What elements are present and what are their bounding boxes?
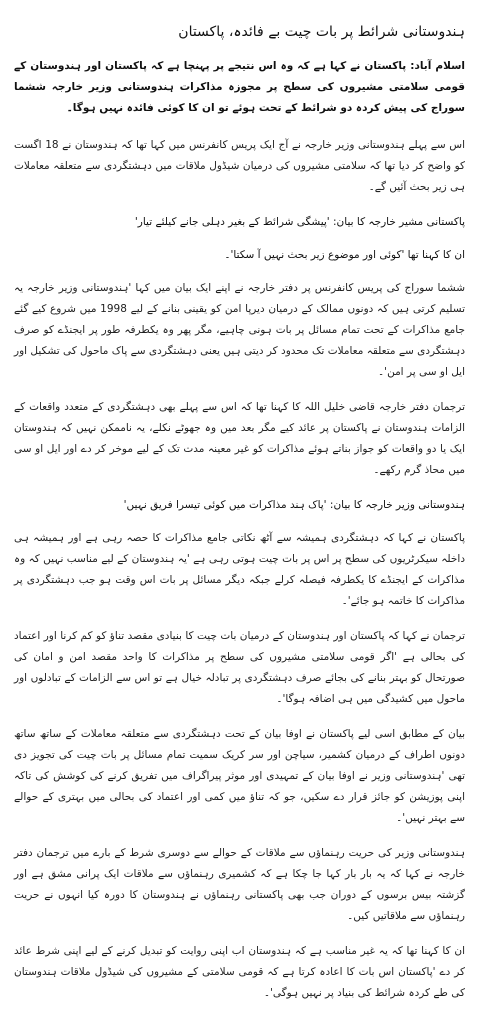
article-paragraph: ترجمان نے کہا کہ پاکستان اور ہندوستان کے درمیان بات چیت کا بنیادی مقصد تناؤ کو کم کرنا اور اعتماد کی بحالی ہے 'اگر قومی سلامتی مشیروں کی سطح پر مذاکرات کا واحد مقصد امن و امان کی صورتحال کو بہتر بنانے کی بجائے صرف دہشتگردی پر تبادلہ خیال ہے تو اس سے الزامات کے تبادلوں اور ماحول میں کشیدگی میں ہی اضافہ ہوگا'۔ [14,630,465,705]
article-lead-paragraph: اسلام آباد: پاکستان نے کہا ہے کہ وہ اس نتیجے پر پہنچا ہے کہ پاکستان اور ہندوستان کے قومی سلامتی مشیروں کی سطح پر مجوزہ مذاکرات ہندوستانی وزیر خارجہ ششما سوراج کی پیش کردہ دو شرائط کے تحت ہوئے تو ان کا کوئی فائدہ نہیں ہوگا۔ [14,60,465,114]
article-headline: ہندوستانی شرائط پر بات چیت بے فائدہ، پاکستان [178,24,465,40]
article-paragraph: ترجمان دفتر خارجہ قاضی خلیل اللہ کا کہنا تھا کہ اس سے پہلے بھی دہشتگردی کے متعدد واقعات کے الزامات ہندوستان نے پاکستان پر عائد کیے مگر بعد میں وہ جھوٹے نکلے، یہ ناممکن نہیں کہ ہندوستان ایک یا دو واقعات کو جواز بناتے ہوئے مذاکرات کو غیر معینہ مدت تک کے لیے موخر کر دے اور ایل او سی میں محاذ گرم رکھے۔ [14,401,465,476]
article-subheading: ہندوستانی وزیر خارجہ کا بیان: 'پاک ہند مذاکرات میں کوئی تیسرا فریق نہیں' [123,499,465,511]
article-paragraph: ہندوستانی وزیر کی حریت رہنماؤں سے ملاقات کے حوالے سے دوسری شرط کے بارے میں ترجمان دفتر خارجہ نے کہا کہ یہ بار بار کہا جا چکا ہے کہ کشمیری رہنماؤں سے ملاقات ایک پرانی مشق ہے اور گزشتہ بیس برسوں کے دوران جب بھی پاکستانی رہنماؤں نے ہندوستان کا دورہ کیا انہوں نے حریت رہنماؤں سے ملاقاتیں کیں۔ [14,847,465,922]
article-paragraph: پاکستان نے کہا کہ دہشتگردی ہمیشہ سے آٹھ نکاتی جامع مذاکرات کا حصہ رہی ہے اور ہمیشہ ہی داخلہ سیکرٹریوں کی سطح پر اس پر بات چیت ہوتی رہی ہے 'یہ ہندوستان کے لیے مناسب نہیں کہ وہ مذاکرات کے ایجنڈے کا یکطرفہ فیصلہ کرلے جبکہ دیگر مسائل پر بات اس وقت ہو جب دہشتگردی پر مذاکرات کا خاتمہ ہو جائے'۔ [14,532,465,607]
article-paragraph: ان کا کہنا تھا کہ یہ غیر مناسب ہے کہ ہندوستان اب اپنی روایت کو تبدیل کرنے کے لیے اپنی شرط عائد کر دے 'پاکستان اس بات کا اعادہ کرتا ہے کہ قومی سلامتی کے مشیروں کی شیڈول ملاقات ہندوستان کی طے کردہ شرائط کی بنیاد پر نہیں ہوگی'۔ [14,945,465,999]
article-subheading: پاکستانی مشیر خارجہ کا بیان: 'پیشگی شرائط کے بغیر دہلی جانے کیلئے تیار' [134,216,465,228]
article-paragraph: اس سے پہلے ہندوستانی وزیر خارجہ نے آج ایک پریس کانفرنس میں کہا تھا کہ ہندوستان نے 18 اگست کو واضح کر دیا تھا کہ سلامتی مشیروں کی درمیان شیڈول ملاقات میں دہشتگردی سے متعلقہ معاملات ہی زیر بحث آئیں گے۔ [14,139,465,193]
article-paragraph: بیان کے مطابق اسی لیے پاکستان نے اوفا بیان کے تحت دہشتگردی سے متعلقہ معاملات کے ساتھ ساتھ دونوں اطراف کے درمیان کشمیر، سیاچن اور سر کریک سمیت تمام مسائل پر بات چیت کی تجویز دی تھی 'ہندوستانی وزیر نے اوفا بیان کے تمہیدی اور موثر پیراگراف میں تفریق کرنے کی کوشش کی تاکہ اپنی پوزیشن کو جائز قرار دے سکیں، جو کہ تناؤ میں کمی اور اعتماد کی بحالی میں بہتری کے حوالے سے بہتر نہیں'۔ [14,728,465,824]
article-paragraph: ششما سوراج کی پریس کانفرنس پر دفتر خارجہ نے اپنے ایک بیان میں کہا 'ہندوستانی وزیر خارجہ یہ تسلیم کرتی ہیں کہ دونوں ممالک کے درمیان دیرپا امن کو یقینی بنانے کے لیے 1998 میں شروع کیے گئے جامع مذاکرات کے تحت تمام مسائل پر بات ہونی چاہیے، مگر پھر وہ یکطرفہ طور پر ایجنڈے کو صرف دہشتگردی سے متعلقہ معاملات تک محدود کر دیتی ہیں یعنی دہشتگردی سے پاک ماحول کی تشکیل اور ایل او سی پر امن'۔ [14,282,466,378]
article-quote-line: ان کا کہنا تھا 'کوئی اور موضوع زیر بحث نہیں آ سکتا'۔ [224,249,465,261]
